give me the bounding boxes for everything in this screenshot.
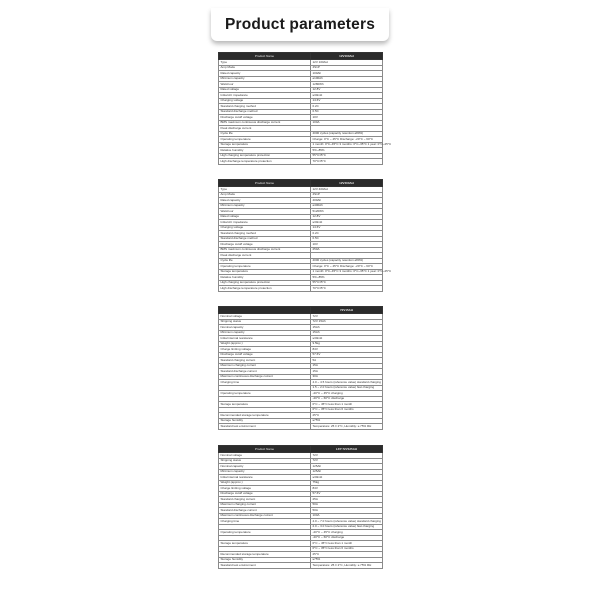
- spec-value-cell: 5%~85%: [311, 148, 383, 154]
- spec-label-cell: Operating temperature: [219, 264, 311, 270]
- spec-value-cell: 72V: [311, 458, 383, 464]
- spec-value-cell: Temperature: 25 ± 2°C, Humidity: ≤ 75% RH: [311, 563, 383, 569]
- spec-label-cell: Standard discharge method: [219, 109, 311, 115]
- page-title: Product parameters: [224, 15, 376, 33]
- table-row: [219, 424, 383, 430]
- spec-label-cell: Maximum charging current: [219, 363, 311, 369]
- spec-value-cell: 50A: [311, 508, 383, 514]
- spec-value-cell: -20°C ~ 60°C discharge: [311, 396, 383, 402]
- table-header-row: [219, 53, 383, 60]
- spec-value-cell: 75kg: [311, 480, 383, 486]
- spec-label-cell: Amp Mode: [219, 192, 311, 198]
- spec-value-cell: ≤30mΩ: [311, 93, 383, 99]
- table-header-label: Product Name: [219, 446, 311, 453]
- spec-label-cell: Watt-hour: [219, 82, 311, 88]
- spec-value-cell: 1.5 ~ 2.0 hours (reference value) fast charging: [311, 385, 383, 391]
- spec-value-cell: 250A: [311, 247, 383, 253]
- spec-label-cell: High discharge temperature protection: [219, 159, 311, 165]
- spec-value-cell: -20°C ~ 45°C charging: [311, 530, 383, 536]
- spec-value-cell: 100A: [311, 120, 383, 126]
- spec-label-cell: Storage humidity: [219, 418, 311, 424]
- spec-label-cell: Rated capacity: [219, 198, 311, 204]
- spec-value-cell: 10V: [311, 115, 383, 121]
- spec-label-cell: Nominal voltage: [219, 453, 311, 459]
- spec-label-cell: Charging time: [219, 519, 311, 525]
- spec-label-cell: Initial internal resistance: [219, 336, 311, 342]
- spec-label-cell: Discharge cutoff voltage: [219, 352, 311, 358]
- spec-value-cell: 30A: [311, 374, 383, 380]
- spec-label-cell: Charging time: [219, 380, 311, 386]
- spec-label-cell: Shipping status: [219, 319, 311, 325]
- spec-label-cell: Minimum capacity: [219, 330, 311, 336]
- spec-value-cell: -20°C ~ 60°C discharge: [311, 535, 383, 541]
- spec-value-cell: 4.0 ~ 7.0 hours (reference value) standard charging: [312, 518, 381, 523]
- spec-value-cell: -20°C ~ 45°C charging: [311, 391, 383, 397]
- spec-table-72v15ah: [218, 306, 383, 430]
- spec-value-cell: 0°C ~ 35°C less than 6 months: [311, 546, 383, 552]
- spec-label-cell: Standard discharge current: [219, 369, 311, 375]
- spec-value-cell: 70°C±5°C: [311, 159, 383, 165]
- spec-value-cell: 0°C ~ 45°C less than 1 month: [311, 402, 383, 408]
- spec-label-cell: Weight (approx.): [219, 341, 311, 347]
- spec-value-cell: 4000 cycles (capacity retention ≥80%): [311, 258, 383, 264]
- spec-value-cell: 15A: [311, 369, 383, 375]
- spec-value-cell: 0.2C: [311, 104, 383, 110]
- spec-label-cell: Operating temperature: [219, 530, 311, 536]
- spec-value-cell: 25°C: [311, 552, 383, 558]
- spec-value-cell: 0°C ~ 45°C less than 1 month: [311, 541, 383, 547]
- spec-label-cell: BMS maximum continuous discharge current: [219, 120, 311, 126]
- spec-value-cell: 12.8V: [311, 214, 383, 220]
- spec-value-cell: 15A: [311, 363, 383, 369]
- spec-value-cell: 84V: [311, 486, 383, 492]
- table-header-model: LFP 72V125AH: [311, 446, 383, 453]
- spec-value-cell: Charge: 0°C ~ 45°C Discharge: -20°C ~ 60°C: [311, 264, 383, 270]
- spec-value-cell: ≤75%: [311, 418, 383, 424]
- spec-value-cell: 0.5C: [311, 109, 383, 115]
- spec-label-cell: Standard charging current: [219, 358, 311, 364]
- spec-value-cell: Temperature: 25 ± 2°C, Humidity: ≤ 75% RH: [311, 424, 383, 430]
- spec-label-cell: Initial AC impedance: [219, 220, 311, 226]
- spec-label-cell: Standard charging method: [219, 104, 311, 110]
- spec-label-cell: Standard charging current: [219, 497, 311, 503]
- spec-label-cell: Discharge cutoff voltage: [219, 242, 311, 248]
- spec-label-cell: Maximum continuous discharge current: [219, 513, 311, 519]
- spec-label-cell: Type: [219, 187, 311, 193]
- spec-value-cell: 4S1P: [311, 192, 383, 198]
- spec-value-cell: 4000 cycles (capacity retention ≥80%): [311, 131, 383, 137]
- spec-label-cell: Minimum capacity: [219, 203, 311, 209]
- spec-value-cell: 1 month: 0°C~45°C 3 months: 0°C~35°C 1 year: 0°C~25°C: [312, 269, 392, 274]
- spec-label-cell: Minimum capacity: [219, 76, 311, 82]
- table-header-model: 12V100AH: [311, 53, 383, 60]
- spec-label-cell: Standard test environment: [219, 424, 311, 430]
- spec-label-cell: Storage temperature: [219, 142, 311, 148]
- spec-label-cell: Weight (approx.): [219, 480, 311, 486]
- spec-label-cell: Nominal voltage: [219, 314, 311, 320]
- table-header-model: 72V15AH: [311, 307, 383, 314]
- spec-label-cell: High discharge temperature protection: [219, 286, 311, 292]
- spec-label-cell: Amp Mode: [219, 65, 311, 71]
- table-header-row: [219, 180, 383, 187]
- spec-label-cell: Relative humidity: [219, 275, 311, 281]
- spec-value-cell: 57.6V: [311, 491, 383, 497]
- spec-value-cell: 9.5kg: [311, 341, 383, 347]
- spec-value-cell: ≤30mΩ: [311, 336, 383, 342]
- spec-label-cell: Relative humidity: [219, 148, 311, 154]
- spec-label-cell: Initial internal resistance: [219, 475, 311, 481]
- spec-label-cell: Operating temperature: [219, 137, 311, 143]
- spec-label-cell: Discharge cutoff voltage: [219, 115, 311, 121]
- spec-value-cell: 5120Wh: [311, 209, 383, 215]
- spec-label-cell: Charging voltage: [219, 98, 311, 104]
- spec-label-cell: Operating temperature: [219, 391, 311, 397]
- spec-label-cell: Storage temperature: [219, 541, 311, 547]
- spec-label-cell: BMS maximum continuous discharge current: [219, 247, 311, 253]
- spec-value-cell: 1280Wh: [311, 82, 383, 88]
- spec-label-cell: Standard charging method: [219, 231, 311, 237]
- spec-label-cell: Standard discharge current: [219, 508, 311, 514]
- spec-label-cell: Maximum charging current: [219, 502, 311, 508]
- spec-table-lfp-72v125ah: [218, 445, 383, 569]
- spec-label-cell: Charging voltage: [219, 225, 311, 231]
- table-header-row: [219, 446, 383, 453]
- table-header-row: [219, 307, 383, 314]
- spec-value-cell: 100A: [311, 513, 383, 519]
- spec-label-cell: Cycle life: [219, 131, 311, 137]
- table-row: [219, 159, 383, 165]
- spec-label-cell: High charging temperature protection: [219, 153, 311, 159]
- spec-value-cell: 55°C±5°C: [311, 153, 383, 159]
- spec-label-cell: Charge limiting voltage: [219, 486, 311, 492]
- spec-label-cell: Standard test environment: [219, 563, 311, 569]
- spec-label-cell: Rated voltage: [219, 87, 311, 93]
- spec-value-cell: 25°C: [311, 413, 383, 419]
- spec-value-cell: Charge: 0°C ~ 45°C Discharge: -20°C ~ 60°C: [311, 137, 383, 143]
- spec-value-cell: 50A: [311, 502, 383, 508]
- spec-value-cell: 400Ah: [311, 198, 383, 204]
- spec-value-cell: 14.6V: [311, 225, 383, 231]
- spec-label-cell: Nominal capacity: [219, 325, 311, 331]
- spec-label-cell: Storage humidity: [219, 557, 311, 563]
- spec-label-cell: Discharge cutoff voltage: [219, 491, 311, 497]
- spec-label-cell: Peak discharge current: [219, 253, 311, 259]
- spec-label-cell: Rated capacity: [219, 71, 311, 77]
- table-header-model: 12V400AH: [311, 180, 383, 187]
- spec-value-cell: 0.2C: [311, 231, 383, 237]
- spec-value-cell: 72V: [311, 453, 383, 459]
- spec-label-cell: High charging temperature protection: [219, 280, 311, 286]
- spec-value-cell: 0.5C: [311, 236, 383, 242]
- spec-label-cell: Storage temperature: [219, 402, 311, 408]
- spec-value-cell: 125Ah: [311, 464, 383, 470]
- table-row: [219, 286, 383, 292]
- spec-label-cell: Maximum continuous discharge current: [219, 374, 311, 380]
- spec-label-cell: Rated voltage: [219, 214, 311, 220]
- spec-value-cell: 2.0 ~ 3.0 hours (reference value) fast charging: [311, 524, 383, 530]
- spec-value-cell: 12.8V: [311, 87, 383, 93]
- spec-value-cell: ≥400Ah: [311, 203, 383, 209]
- spec-label-cell: Recommended storage temperature: [219, 552, 311, 558]
- spec-value-cell: 57.6V: [311, 352, 383, 358]
- spec-label-cell: Storage temperature: [219, 269, 311, 275]
- spec-table-12v100ah: [218, 52, 392, 165]
- spec-value-cell: 100Ah: [311, 71, 383, 77]
- table-header-label: Product Name: [219, 53, 311, 60]
- table-header-label: [219, 307, 311, 314]
- spec-value-cell: ≤75%: [311, 557, 383, 563]
- header-banner: [211, 8, 389, 41]
- spec-value-cell: 12V 100AH: [311, 60, 383, 66]
- spec-table-12v400ah: [218, 179, 392, 292]
- spec-value-cell: 4S1P: [311, 65, 383, 71]
- table-header-label: Product Name: [219, 180, 311, 187]
- spec-value-cell: 4.0 ~ 4.5 hours (reference value) standard charging: [312, 379, 381, 384]
- spec-value-cell: 84V: [311, 347, 383, 353]
- spec-value-cell: 15Ah: [311, 325, 383, 331]
- spec-label-cell: Charge limiting voltage: [219, 347, 311, 353]
- spec-value-cell: 0°C ~ 35°C less than 6 months: [311, 407, 383, 413]
- spec-value-cell: 70°C±5°C: [311, 286, 383, 292]
- spec-value-cell: 12V 400AH: [311, 187, 383, 193]
- spec-label-cell: Cycle life: [219, 258, 311, 264]
- spec-value-cell: ≤30mΩ: [311, 475, 383, 481]
- spec-label-cell: Standard discharge method: [219, 236, 311, 242]
- spec-value-cell: ≥100Ah: [311, 76, 383, 82]
- spec-value-cell: 72V 15Ah: [311, 319, 383, 325]
- table-row: [219, 563, 383, 569]
- spec-value-cell: 55°C±5°C: [311, 280, 383, 286]
- spec-value-cell: 1 month: 0°C~45°C 3 months: 0°C~35°C 1 year: 0°C~25°C: [312, 142, 392, 147]
- spec-value-cell: 15Ah: [311, 330, 383, 336]
- spec-value-cell: ≤30mΩ: [311, 220, 383, 226]
- spec-value-cell: 14.6V: [311, 98, 383, 104]
- spec-label-cell: Peak discharge current: [219, 126, 311, 132]
- spec-label-cell: Type: [219, 60, 311, 66]
- spec-value-cell: 5%~85%: [311, 275, 383, 281]
- spec-value-cell: 72V: [311, 314, 383, 320]
- spec-value-cell: 10V: [311, 242, 383, 248]
- spec-label-cell: Watt-hour: [219, 209, 311, 215]
- spec-label-cell: Initial AC impedance: [219, 93, 311, 99]
- spec-value-cell: 5A: [311, 358, 383, 364]
- spec-label-cell: Recommended storage temperature: [219, 413, 311, 419]
- spec-value-cell: 25A: [311, 497, 383, 503]
- spec-label-cell: Minimum capacity: [219, 469, 311, 475]
- spec-label-cell: Shipping status: [219, 458, 311, 464]
- spec-label-cell: Nominal capacity: [219, 464, 311, 470]
- spec-value-cell: 125Ah: [311, 469, 383, 475]
